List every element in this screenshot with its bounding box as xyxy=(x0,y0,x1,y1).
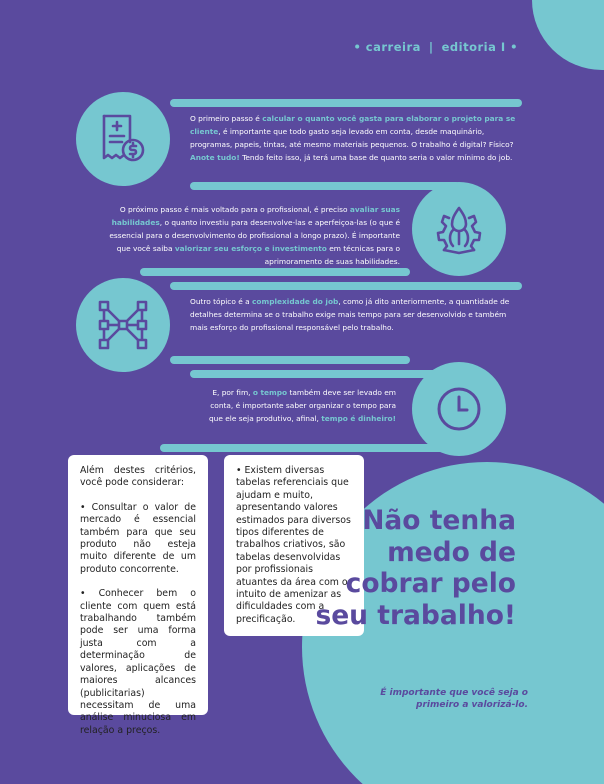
paragraph-3-text-b: , como já dito anteriormente, a quantidade de detalhes determina se o trabalho exige mais tempo para ser desenvolvido e também mais esforço do profissional responsável pelo trabalho. xyxy=(190,297,510,332)
paragraph-4-text-a: E, por fim, xyxy=(212,388,253,397)
icon-circle-2 xyxy=(412,182,506,276)
corner-decoration xyxy=(532,0,604,70)
info-box-1-intro: Além destes critérios, você pode considerar: xyxy=(80,465,196,489)
paragraph-2-text-c: em técnicas para o aprimoramento de suas habilidades. xyxy=(264,244,400,266)
paragraph-3-highlight-a: complexidade do job xyxy=(252,297,339,306)
header-tag: editoria I • xyxy=(441,40,518,54)
paragraph-4 xyxy=(196,386,396,425)
divider-bar-6 xyxy=(190,370,460,378)
info-box-1 xyxy=(68,455,208,736)
info-box-1-item-2: • Conhecer bem o cliente com quem está trabalhando também pode ser uma forma justa com a determinação de valores, aplicações de maiores alcances (publicitarias) necessitam de uma análise minuciosa em relação a preços. xyxy=(80,588,196,736)
headline-subtitle: É importante que você seja o primeiro a valorizá-lo. xyxy=(380,688,528,710)
header-separator: | xyxy=(428,40,434,54)
paragraph-1-text-c: Tendo feito isso, já terá uma base de quanto seria o valor mínimo do job. xyxy=(239,153,513,162)
receipt-money-icon xyxy=(96,112,150,166)
paragraph-3-text-a: Outro tópico é a xyxy=(190,297,253,306)
header-section: • carreira xyxy=(353,40,421,54)
paragraph-4-highlight-a: o tempo xyxy=(252,388,288,397)
paragraph-1-highlight-a: calcular o quanto você gasta para elaborar o projeto para se cliente xyxy=(190,114,516,136)
icon-circle-1 xyxy=(76,92,170,186)
paragraph-2 xyxy=(100,203,400,268)
divider-bar-3 xyxy=(140,268,410,276)
info-box-1-item-1: • Consultar o valor de mercado é essencial também para que seu produto não esteja muito diferente de um produto concorrente. xyxy=(80,501,196,575)
paragraph-1 xyxy=(190,112,516,164)
divider-bar-7 xyxy=(160,444,460,452)
paragraph-4-highlight-b: tempo é dinheiro! xyxy=(321,414,396,423)
divider-bar-5 xyxy=(170,356,410,364)
paragraph-3 xyxy=(190,295,516,334)
paragraph-2-highlight-b: valorizar seu esforço e investimento xyxy=(174,244,327,253)
divider-bar-4 xyxy=(170,282,522,290)
divider-bar-2 xyxy=(190,182,460,190)
paragraph-1-text-b: , é importante que todo gasto seja levado em conta, desde maquinário, programas, papeis, tintas, até mesmo materiais pequenos. O trabalho é digital? Físico? xyxy=(190,127,514,149)
icon-circle-3 xyxy=(76,278,170,372)
headline-title: Não tenha medo de cobrar pelo seu trabalho! xyxy=(315,505,516,631)
paragraph-2-highlight-a: avaliar suas habilidades xyxy=(111,205,400,227)
clock-icon xyxy=(432,382,486,436)
paragraph-1-text-a: O primeiro passo é xyxy=(190,114,263,123)
gear-flame-icon xyxy=(432,202,486,256)
paragraph-1-highlight-b: Anote tudo! xyxy=(190,153,240,162)
info-box-2-item-1: • Existem diversas tabelas referenciais que ajudam e muito, apresentando valores estimados para diversos tipos diferentes de trabalhos criativos, são tabelas desenvolvidas por profissionais atuantes da área com o intuito de amenizar as dificuldades com a precificação. xyxy=(236,465,351,625)
icon-circle-4 xyxy=(412,362,506,456)
page-header xyxy=(353,40,518,54)
network-nodes-icon xyxy=(96,298,150,352)
paragraph-2-text-b: , o quanto investiu para desenvolve-las e aperfeiçoa-las (o que é essencial para o desenvolvimento do profissional a longo prazo). É importante que você saiba xyxy=(109,218,400,253)
paragraph-4-text-b: também deve ser levado em conta, é importante saber organizar o tempo para que ele seja produtivo, afinal, xyxy=(208,388,396,423)
divider-bar-1 xyxy=(170,99,522,107)
paragraph-2-text-a: O próximo passo é mais voltado para o profissional, é preciso xyxy=(119,205,350,214)
